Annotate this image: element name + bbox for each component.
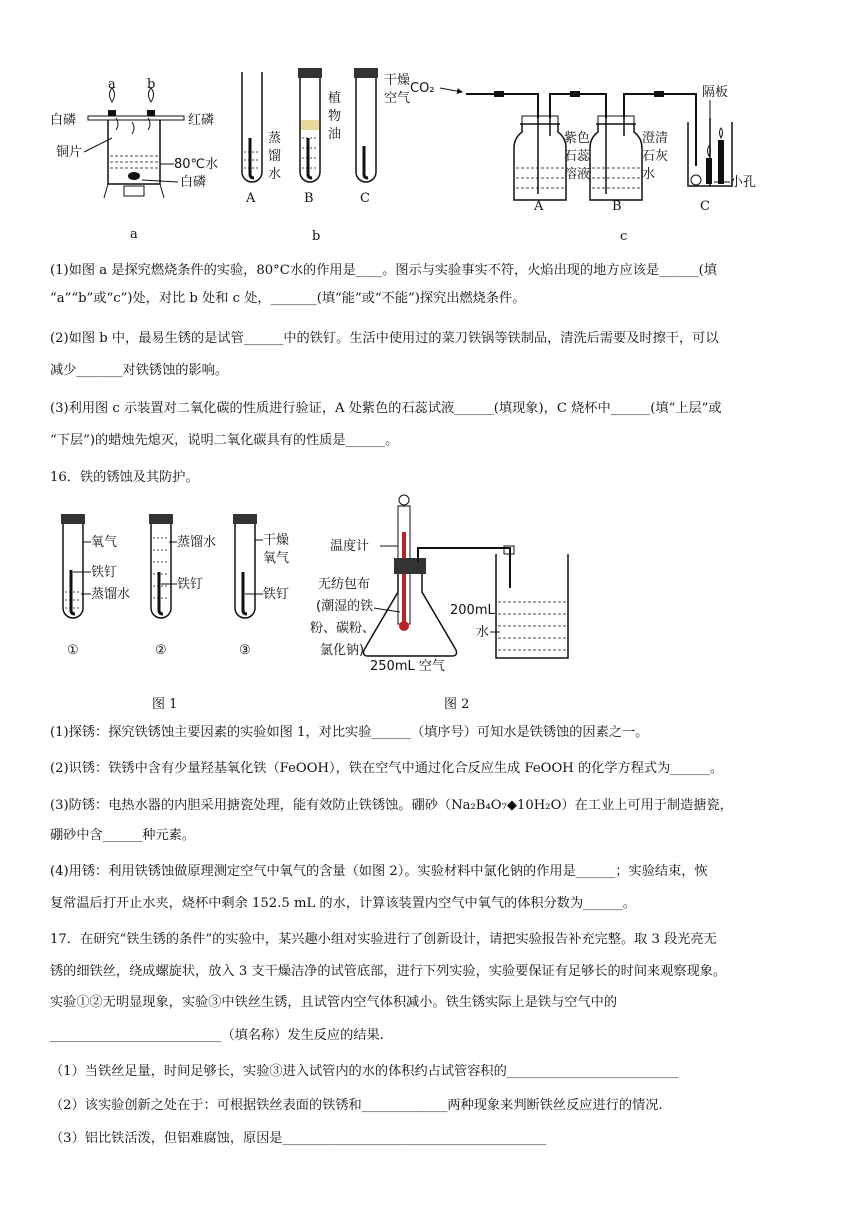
q17-stem-line4: __________________________（填名称）发生反应的结果. [50, 1028, 384, 1043]
figure-c [410, 78, 757, 246]
label-dry-air: 干燥空气 [384, 73, 411, 106]
figure-b [232, 62, 412, 245]
caption-figure-2: 图 2 [444, 697, 470, 712]
figure-1 [55, 508, 315, 668]
label-packet: 无纺包布(潮湿的铁粉、碳粉、氯化钠) [310, 577, 376, 658]
nail-icon [364, 146, 368, 178]
tube-c-label: C [360, 191, 370, 206]
label-limewater: 澄清石灰水 [642, 131, 669, 182]
caption-c: c [620, 229, 628, 244]
label-red-p: 红磷 [188, 113, 215, 128]
figure-a [50, 70, 240, 245]
q16-part1: (1)探锈：探究铁锈蚀主要因素的实验如图 1，对比实验______（填序号）可知水是铁锈蚀的因素之一。 [50, 725, 649, 740]
label-water-2: 蒸馏水 [177, 535, 217, 550]
q15-part2-line2: 减少_______对铁锈蚀的影响。 [50, 363, 229, 378]
q15-part1-line1: (1)如图 a 是探究燃烧条件的实验，80°C水的作用是____。图示与实验事实不符，火焰出现的地方应该是______(填 [50, 263, 717, 278]
label-80c-water: 80℃水 [174, 157, 219, 172]
label-white-p: 白磷 [50, 113, 77, 128]
label-flask: 250mL 空气 [370, 659, 445, 674]
tube-2-label: ② [155, 643, 167, 658]
label-nail-2: 铁钉 [177, 577, 204, 592]
beaker-c-label: C [700, 199, 710, 214]
label-oxygen: 氧气 [91, 535, 118, 550]
label-co2: CO₂ [410, 81, 435, 96]
q16-part3-line2: 硼砂中含______种元素。 [50, 828, 196, 843]
q15-part3-line2: “下层”)的蜡烛先熄灭，说明二氧化碳具有的性质是______。 [50, 433, 399, 448]
q17-part1: （1）当铁丝足量，时间足够长，实验③进入试管内的水的体积约占试管容积的__________________________ [50, 1064, 679, 1079]
label-beaker: 200mL 水 [450, 603, 495, 640]
nail-icon [250, 138, 254, 178]
q17-stem-line3: 实验①②无明显现象，实验③中铁丝生锈，且试管内空气体积减小。铁生锈实际上是铁与空气中的 [50, 995, 618, 1010]
tube-a-label: A [246, 191, 256, 206]
caption-a: a [130, 227, 138, 242]
figure-2 [300, 492, 590, 672]
caption-b: b [312, 229, 321, 244]
q17-part3: （3）铝比铁活泼，但铝难腐蚀，原因是________________________________________ [50, 1131, 547, 1146]
q16-part4-line2: 复常温后打开止水夹，烧杯中剩余 152.5 mL 的水，计算该装置内空气中氧气的体积分数为______。 [50, 896, 636, 911]
tube-1-label: ① [67, 643, 79, 658]
tube-b-label: B [304, 191, 314, 206]
label-copper: 铜片 [56, 145, 83, 160]
q16-part2: (2)识锈：铁锈中含有少量羟基氧化铁（FeOOH），铁在空气中通过化合反应生成 FeOOH 的化学方程式为______。 [50, 761, 724, 776]
q17-part2: （2）该实验创新之处在于：可根据铁丝表面的铁锈和_____________两种现象来判断铁丝反应进行的情况. [50, 1098, 663, 1113]
q15-part2-line1: (2)如图 b 中，最易生锈的是试管______中的铁钉。生活中使用过的菜刀铁锅等铁制品，清洗后需要及时擦干，可以 [50, 331, 719, 346]
label-plant-oil: 植物油 [328, 91, 342, 142]
label-partition: 隔板 [702, 85, 729, 100]
bottle-a-label: A [534, 199, 544, 214]
label-b: b [147, 77, 156, 92]
label-distilled-water: 蒸馏水 [268, 131, 282, 182]
label-hole: 小孔 [730, 175, 757, 190]
bottle-b-label: B [612, 199, 622, 214]
label-thermometer: 温度计 [330, 539, 370, 554]
q16-part3-line1: (3)防锈：电热水器的内胆采用搪瓷处理，能有效防止铁锈蚀。硼砂（Na₂B₄O₇◆10H₂O）在工业上可用于制造搪瓷， [50, 798, 733, 813]
q16-title: 16．铁的锈蚀及其防护。 [50, 470, 199, 485]
caption-figure-1: 图 1 [152, 697, 178, 712]
label-white-p-bottom: 白磷 [180, 175, 207, 190]
q17-stem-line1: 17．在研究“铁生锈的条件”的实验中，某兴趣小组对实验进行了创新设计，请把实验报告补充完整。取 3 段光亮无 [50, 932, 717, 947]
label-litmus: 紫色石蕊溶液 [564, 131, 591, 182]
q17-stem-line2: 锈的细铁丝，绕成螺旋状，放入 3 支干燥洁净的试管底部，进行下列实验，实验要保证有足够长的时间来观察现象。 [50, 964, 727, 979]
label-nail-3: 铁钉 [263, 587, 290, 602]
tube-3-label: ③ [239, 643, 251, 658]
q16-part4-line1: (4)用锈：利用铁锈蚀做原理测定空气中氧气的含量（如图 2）。实验材料中氯化钠的作用是______；实验结束，恢 [50, 864, 708, 879]
q15-part1-line2: “a”“b”或“c”)处，对比 b 处和 c 处，_______(填“能”或“不能”)探究出燃烧条件。 [50, 291, 526, 306]
label-nail-1: 铁钉 [91, 565, 118, 580]
q15-part3-line1: (3)利用图 c 示装置对二氧化碳的性质进行验证，A 处紫色的石蕊试液______(填现象)，C 烧杯中______(填“上层”或 [50, 401, 722, 416]
label-water-1: 蒸馏水 [91, 587, 131, 602]
label-dry-oxygen: 干燥氧气 [263, 533, 290, 566]
label-a: a [108, 77, 116, 92]
